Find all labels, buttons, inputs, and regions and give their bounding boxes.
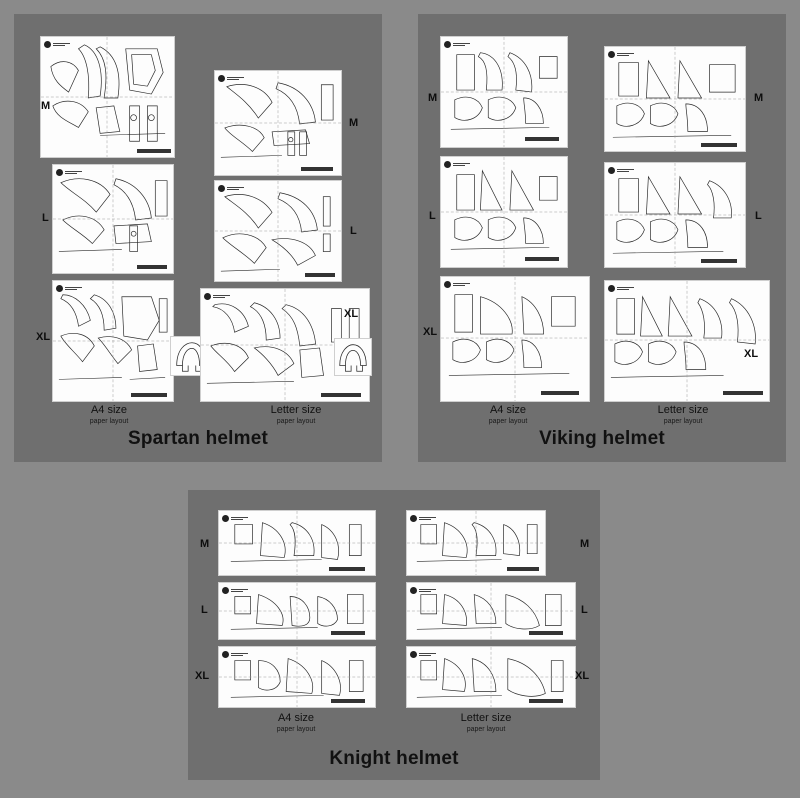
logo-mark-icon — [608, 167, 615, 174]
pattern-sheet-knight-a4-l — [218, 582, 376, 640]
brand-logo — [608, 50, 634, 59]
pattern-linework — [605, 47, 745, 151]
print-scale-bar — [331, 699, 365, 703]
print-scale-bar — [541, 391, 579, 395]
print-scale-bar — [305, 273, 335, 277]
brand-logo — [410, 586, 436, 595]
pattern-sheet-spartan-a4-m — [40, 36, 175, 158]
logo-text-lines — [419, 653, 436, 656]
pattern-sheet-knight-letter-l — [406, 582, 576, 640]
brand-logo — [444, 40, 470, 49]
logo-mark-icon — [410, 587, 417, 594]
print-scale-bar — [529, 699, 563, 703]
print-scale-bar — [331, 631, 365, 635]
size-label-m-left: M — [41, 100, 51, 112]
logo-mark-icon — [56, 169, 63, 176]
logo-text-lines — [419, 517, 436, 520]
pattern-linework — [441, 277, 589, 401]
logo-text-lines — [227, 77, 244, 80]
panel-title-spartan: Spartan helmet — [127, 428, 269, 449]
logo-text-lines — [227, 187, 244, 190]
print-scale-bar — [137, 265, 167, 269]
caption-letter — [623, 404, 743, 426]
size-label-xl-right: XL — [344, 308, 359, 320]
caption-letter-subtitle: paper layout — [466, 726, 506, 733]
brand-logo — [444, 280, 470, 289]
caption-letter-title: Letter size — [657, 404, 709, 416]
print-scale-bar — [723, 391, 763, 395]
brand-logo — [56, 168, 82, 177]
logo-text-lines — [231, 589, 248, 592]
pattern-linework — [605, 281, 769, 401]
brand-logo — [444, 160, 470, 169]
pattern-linework — [53, 165, 173, 273]
size-label-l-right: L — [350, 225, 357, 237]
print-scale-bar — [137, 149, 171, 153]
logo-mark-icon — [222, 587, 229, 594]
brand-logo — [204, 292, 230, 301]
caption-letter-title: Letter size — [270, 404, 322, 416]
logo-mark-icon — [444, 281, 451, 288]
logo-mark-icon — [222, 651, 229, 658]
size-label-m-left: M — [428, 92, 438, 104]
pattern-linework — [215, 181, 341, 281]
panel-title-viking: Viking helmet — [539, 428, 665, 449]
pattern-linework — [41, 37, 174, 157]
caption-a4-title: A4 size — [277, 712, 315, 724]
size-label-l-left: L — [201, 604, 208, 616]
print-scale-bar — [329, 567, 365, 571]
brand-logo — [222, 586, 248, 595]
pattern-sheet-viking-letter-m — [604, 46, 746, 152]
caption-a4-title: A4 size — [90, 404, 128, 416]
helmet-preview-thumb-spartan-letter — [334, 338, 372, 376]
caption-a4-subtitle: paper layout — [89, 418, 129, 425]
brand-logo — [218, 74, 244, 83]
pattern-linework — [53, 281, 173, 401]
caption-a4-title: A4 size — [489, 404, 527, 416]
logo-text-lines — [53, 43, 70, 46]
logo-text-lines — [231, 517, 248, 520]
logo-text-lines — [617, 53, 634, 56]
print-scale-bar — [525, 257, 559, 261]
logo-mark-icon — [410, 651, 417, 658]
size-label-m-left: M — [200, 538, 210, 550]
size-label-m-right: M — [580, 538, 590, 550]
logo-text-lines — [65, 287, 82, 290]
size-label-xl-left: XL — [195, 670, 210, 682]
logo-text-lines — [617, 287, 634, 290]
caption-a4 — [448, 404, 568, 426]
logo-text-lines — [65, 171, 82, 174]
size-label-xl-right: XL — [575, 670, 590, 682]
helmet-preview-linework — [335, 339, 371, 375]
logo-mark-icon — [608, 51, 615, 58]
logo-text-lines — [231, 653, 248, 656]
logo-mark-icon — [218, 185, 225, 192]
caption-a4 — [49, 404, 169, 426]
panel-viking-helmet — [418, 14, 786, 462]
caption-letter-title: Letter size — [460, 712, 512, 724]
pattern-sheet-spartan-letter-m — [214, 70, 342, 176]
caption-letter — [426, 712, 546, 734]
pattern-linework — [605, 163, 745, 267]
logo-mark-icon — [44, 41, 51, 48]
print-scale-bar — [321, 393, 361, 397]
size-label-l-left: L — [42, 212, 49, 224]
pattern-sheet-viking-a4-l — [440, 156, 568, 268]
logo-text-lines — [453, 43, 470, 46]
size-label-xl-left: XL — [423, 326, 438, 338]
brand-logo — [410, 514, 436, 523]
caption-a4-subtitle: paper layout — [276, 726, 316, 733]
brand-logo — [410, 650, 436, 659]
logo-mark-icon — [222, 515, 229, 522]
pattern-sheet-spartan-a4-xl — [52, 280, 174, 402]
print-scale-bar — [131, 393, 167, 397]
panel-knight-helmet — [188, 490, 600, 780]
pattern-linework — [441, 37, 567, 147]
logo-mark-icon — [608, 285, 615, 292]
print-scale-bar — [701, 143, 737, 147]
pattern-sheet-viking-a4-m — [440, 36, 568, 148]
size-label-l-left: L — [429, 210, 436, 222]
pattern-sheet-spartan-a4-l — [52, 164, 174, 274]
pattern-sheet-viking-letter-l — [604, 162, 746, 268]
size-label-l-right: L — [755, 210, 762, 222]
caption-a4 — [236, 712, 356, 734]
brand-logo — [222, 514, 248, 523]
logo-text-lines — [453, 163, 470, 166]
pattern-sheet-viking-letter-xl — [604, 280, 770, 402]
logo-mark-icon — [204, 293, 211, 300]
caption-letter-subtitle: paper layout — [663, 418, 703, 425]
size-label-m-right: M — [754, 92, 764, 104]
pattern-sheet-knight-a4-xl — [218, 646, 376, 708]
brand-logo — [222, 650, 248, 659]
print-scale-bar — [701, 259, 737, 263]
logo-text-lines — [617, 169, 634, 172]
size-label-xl-left: XL — [36, 331, 51, 343]
pattern-linework — [441, 157, 567, 267]
size-label-l-right: L — [581, 604, 588, 616]
caption-letter — [236, 404, 356, 426]
brand-logo — [608, 166, 634, 175]
panel-title-knight: Knight helmet — [329, 748, 459, 769]
logo-text-lines — [419, 589, 436, 592]
logo-mark-icon — [410, 515, 417, 522]
size-label-m-right: M — [349, 117, 359, 129]
pattern-sheet-viking-a4-xl — [440, 276, 590, 402]
logo-mark-icon — [444, 41, 451, 48]
pattern-sheet-spartan-letter-l — [214, 180, 342, 282]
size-label-xl-right: XL — [744, 348, 759, 360]
logo-mark-icon — [218, 75, 225, 82]
brand-logo — [608, 284, 634, 293]
pattern-linework — [215, 71, 341, 175]
panel-spartan-helmet — [14, 14, 382, 462]
print-scale-bar — [529, 631, 563, 635]
brand-logo — [44, 40, 70, 49]
print-scale-bar — [301, 167, 333, 171]
logo-text-lines — [213, 295, 230, 298]
pattern-sheet-knight-letter-xl — [406, 646, 576, 708]
brand-logo — [218, 184, 244, 193]
logo-text-lines — [453, 283, 470, 286]
logo-mark-icon — [56, 285, 63, 292]
caption-a4-subtitle: paper layout — [488, 418, 528, 425]
print-scale-bar — [507, 567, 539, 571]
pattern-sheet-knight-letter-m — [406, 510, 546, 576]
caption-letter-subtitle: paper layout — [276, 418, 316, 425]
print-scale-bar — [525, 137, 559, 141]
logo-mark-icon — [444, 161, 451, 168]
brand-logo — [56, 284, 82, 293]
pattern-sheet-knight-a4-m — [218, 510, 376, 576]
